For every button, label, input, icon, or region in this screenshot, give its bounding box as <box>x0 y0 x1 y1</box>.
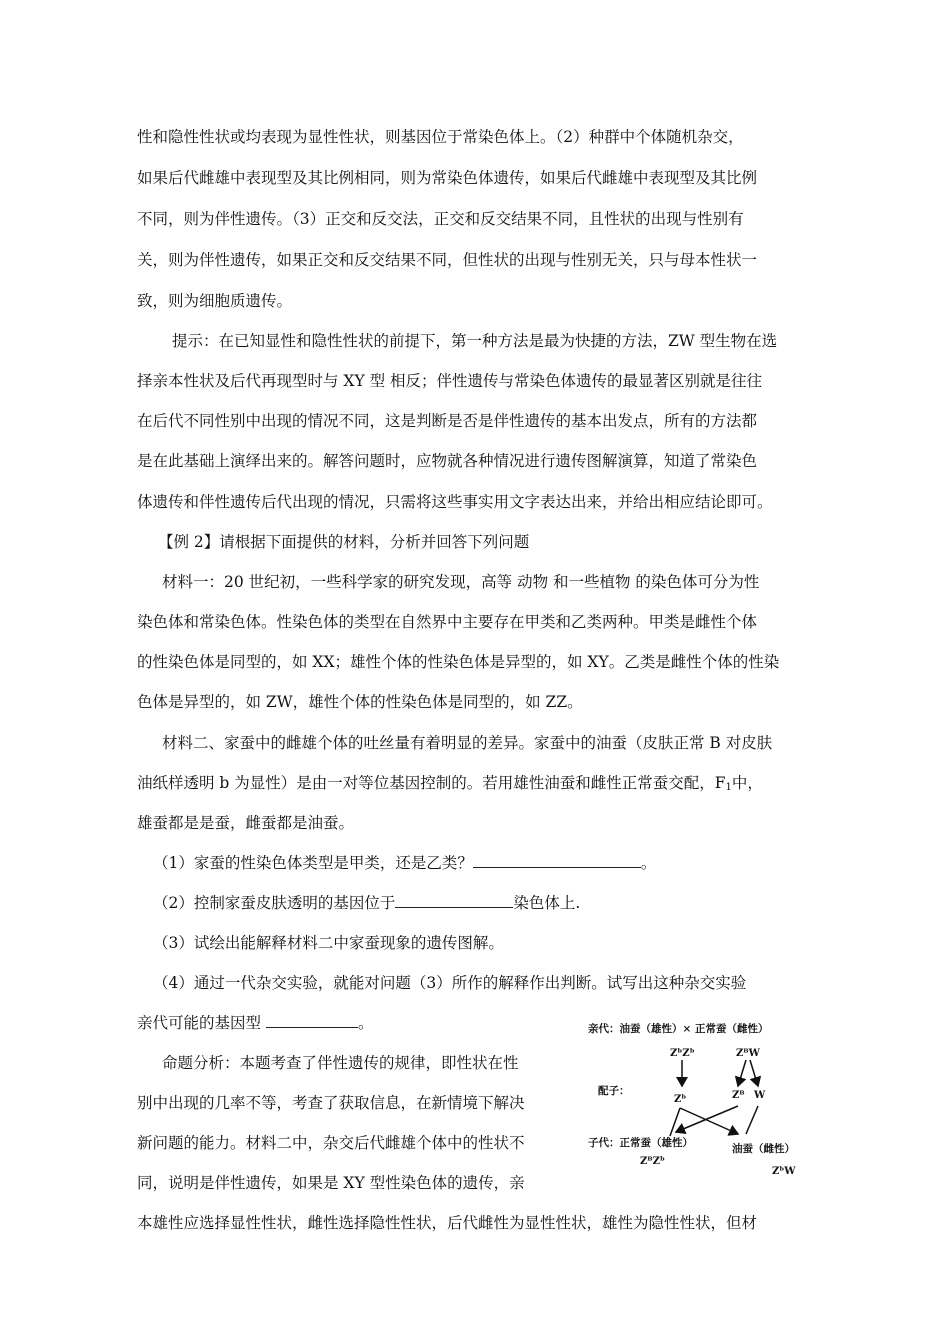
text-line: 雄蚕都是是蚕，雌蚕都是油蚕。 <box>137 814 355 832</box>
material-one-start: 材料一：20 世纪初，一些科学家的研究发现，高等 动物 和一些植物 的染色体可分为性 <box>162 573 760 591</box>
offspring-label-right: 油蚕（雌性） <box>732 1143 795 1155</box>
text-line: 如果后代雌雄中表现型及其比例相同，则为常染色体遗传，如果后代雌雄中表现型及其比例 <box>137 169 758 187</box>
answer-blank <box>473 853 641 868</box>
text-line: 别中出现的几率不等，考查了获取信息，在新情境下解决 <box>137 1094 525 1112</box>
offspring-male-genotype: ZᴮZᵇ <box>640 1156 665 1167</box>
analysis-start: 命题分析：本题考查了伴性遗传的规律，即性状在性 <box>162 1054 519 1072</box>
text-line: 是在此基础上演绎出来的。解答问题时，应物就各种情况进行遗传图解演算，知道了常染色 <box>137 452 758 470</box>
answer-blank <box>266 1013 358 1028</box>
text-line: 的性染色体是同型的，如 XX；雄性个体的性染色体是异型的，如 XY。乙类是雌性个体的性染 <box>137 653 780 671</box>
text-line: 本雄性应选择显性性状，雌性选择隐性性状，后代雌性为显性性状，雄性为隐性性状，但材 <box>137 1214 758 1232</box>
arrow <box>750 1060 758 1086</box>
line <box>670 1108 680 1136</box>
gamete-male: Zᵇ <box>674 1094 687 1105</box>
parent-male-genotype: ZᵇZᵇ <box>670 1048 695 1059</box>
offspring-female-genotype: ZᵇW <box>772 1166 796 1177</box>
text-line: 性和隐性性状或均表现为显性性状，则基因位于常染色体上。（2）种群中个体随机杂交， <box>137 128 744 146</box>
text-line: 染色体和常染色体。性染色体的类型在自然界中主要存在甲类和乙类两种。甲类是雌性个体 <box>137 613 758 631</box>
parent-label: 亲代：油蚕（雄性）× 正常蚕（雌性） <box>588 1023 769 1035</box>
text-line: 色体是异型的，如 ZW，雄性个体的性染色体是同型的，如 ZZ。 <box>137 693 583 711</box>
gamete-female-2: W <box>754 1090 766 1101</box>
genetic-cross-diagram <box>588 1018 824 1180</box>
text-line: 不同，则为伴性遗传。（3）正交和反交法，正交和反交结果不同，且性状的出现与性别有 <box>137 210 744 228</box>
line <box>746 1106 758 1134</box>
gamete-label: 配子： <box>598 1085 630 1097</box>
example-heading: 【例 2】请根据下面提供的材料，分析并回答下列问题 <box>158 533 530 551</box>
text-line: 体遗传和伴性遗传后代出现的情况，只需将这些事实用文字表达出来，并给出相应结论即可。 <box>137 493 773 511</box>
gamete-female-1: Zᴮ <box>732 1090 745 1101</box>
hint-paragraph-start: 提示：在已知显性和隐性性状的前提下，第一种方法是最为快捷的方法，ZW 型生物在选 <box>172 332 778 350</box>
answer-blank <box>395 893 513 908</box>
text-line: 同，说明是伴性遗传，如果是 XY 型性染色体的遗传，亲 <box>137 1174 525 1192</box>
question-4-continued: 亲代可能的基因型 。 <box>137 1014 374 1032</box>
text-line: 关，则为伴性遗传，如果正交和反交结果不同，但性状的出现与性别无关，只与母本性状一 <box>137 251 758 269</box>
text-line: 择亲本性状及后代再现型时与 XY 型 相反；伴性遗传与常染色体遗传的最显著区别就是往往 <box>137 372 763 390</box>
text-line: 致，则为细胞质遗传。 <box>137 292 293 310</box>
text-line: 油纸样透明 b 为显性）是由一对等位基因控制的。若用雄性油蚕和雌性正常蚕交配，$F_1$中， <box>137 774 763 793</box>
offspring-label-left: 子代：正常蚕（雄性） <box>588 1137 693 1149</box>
text-line: 在后代不同性别中出现的情况不同，这是判断是否是伴性遗传的基本出发点，所有的方法都 <box>137 412 758 430</box>
question-3: （3）试绘出能解释材料二中家蚕现象的遗传图解。 <box>153 934 504 952</box>
arrow <box>680 1108 738 1134</box>
parent-female-genotype: ZᴮW <box>736 1048 760 1059</box>
question-4: （4）通过一代杂交实验，就能对问题（3）所作的解释作出判断。试写出这种杂交实验 <box>153 974 747 992</box>
text-line: 新问题的能力。材料二中，杂交后代雌雄个体中的性状不 <box>137 1134 525 1152</box>
material-two-start: 材料二、家蚕中的雌雄个体的吐丝量有着明显的差异。家蚕中的油蚕（皮肤正常 B 对皮肤 <box>162 734 773 752</box>
question-2: （2）控制家蚕皮肤透明的基因位于 染色体上. <box>153 894 581 912</box>
arrow <box>738 1060 746 1086</box>
question-1: （1）家蚕的性染色体类型是甲类，还是乙类？ 。 <box>153 854 657 872</box>
